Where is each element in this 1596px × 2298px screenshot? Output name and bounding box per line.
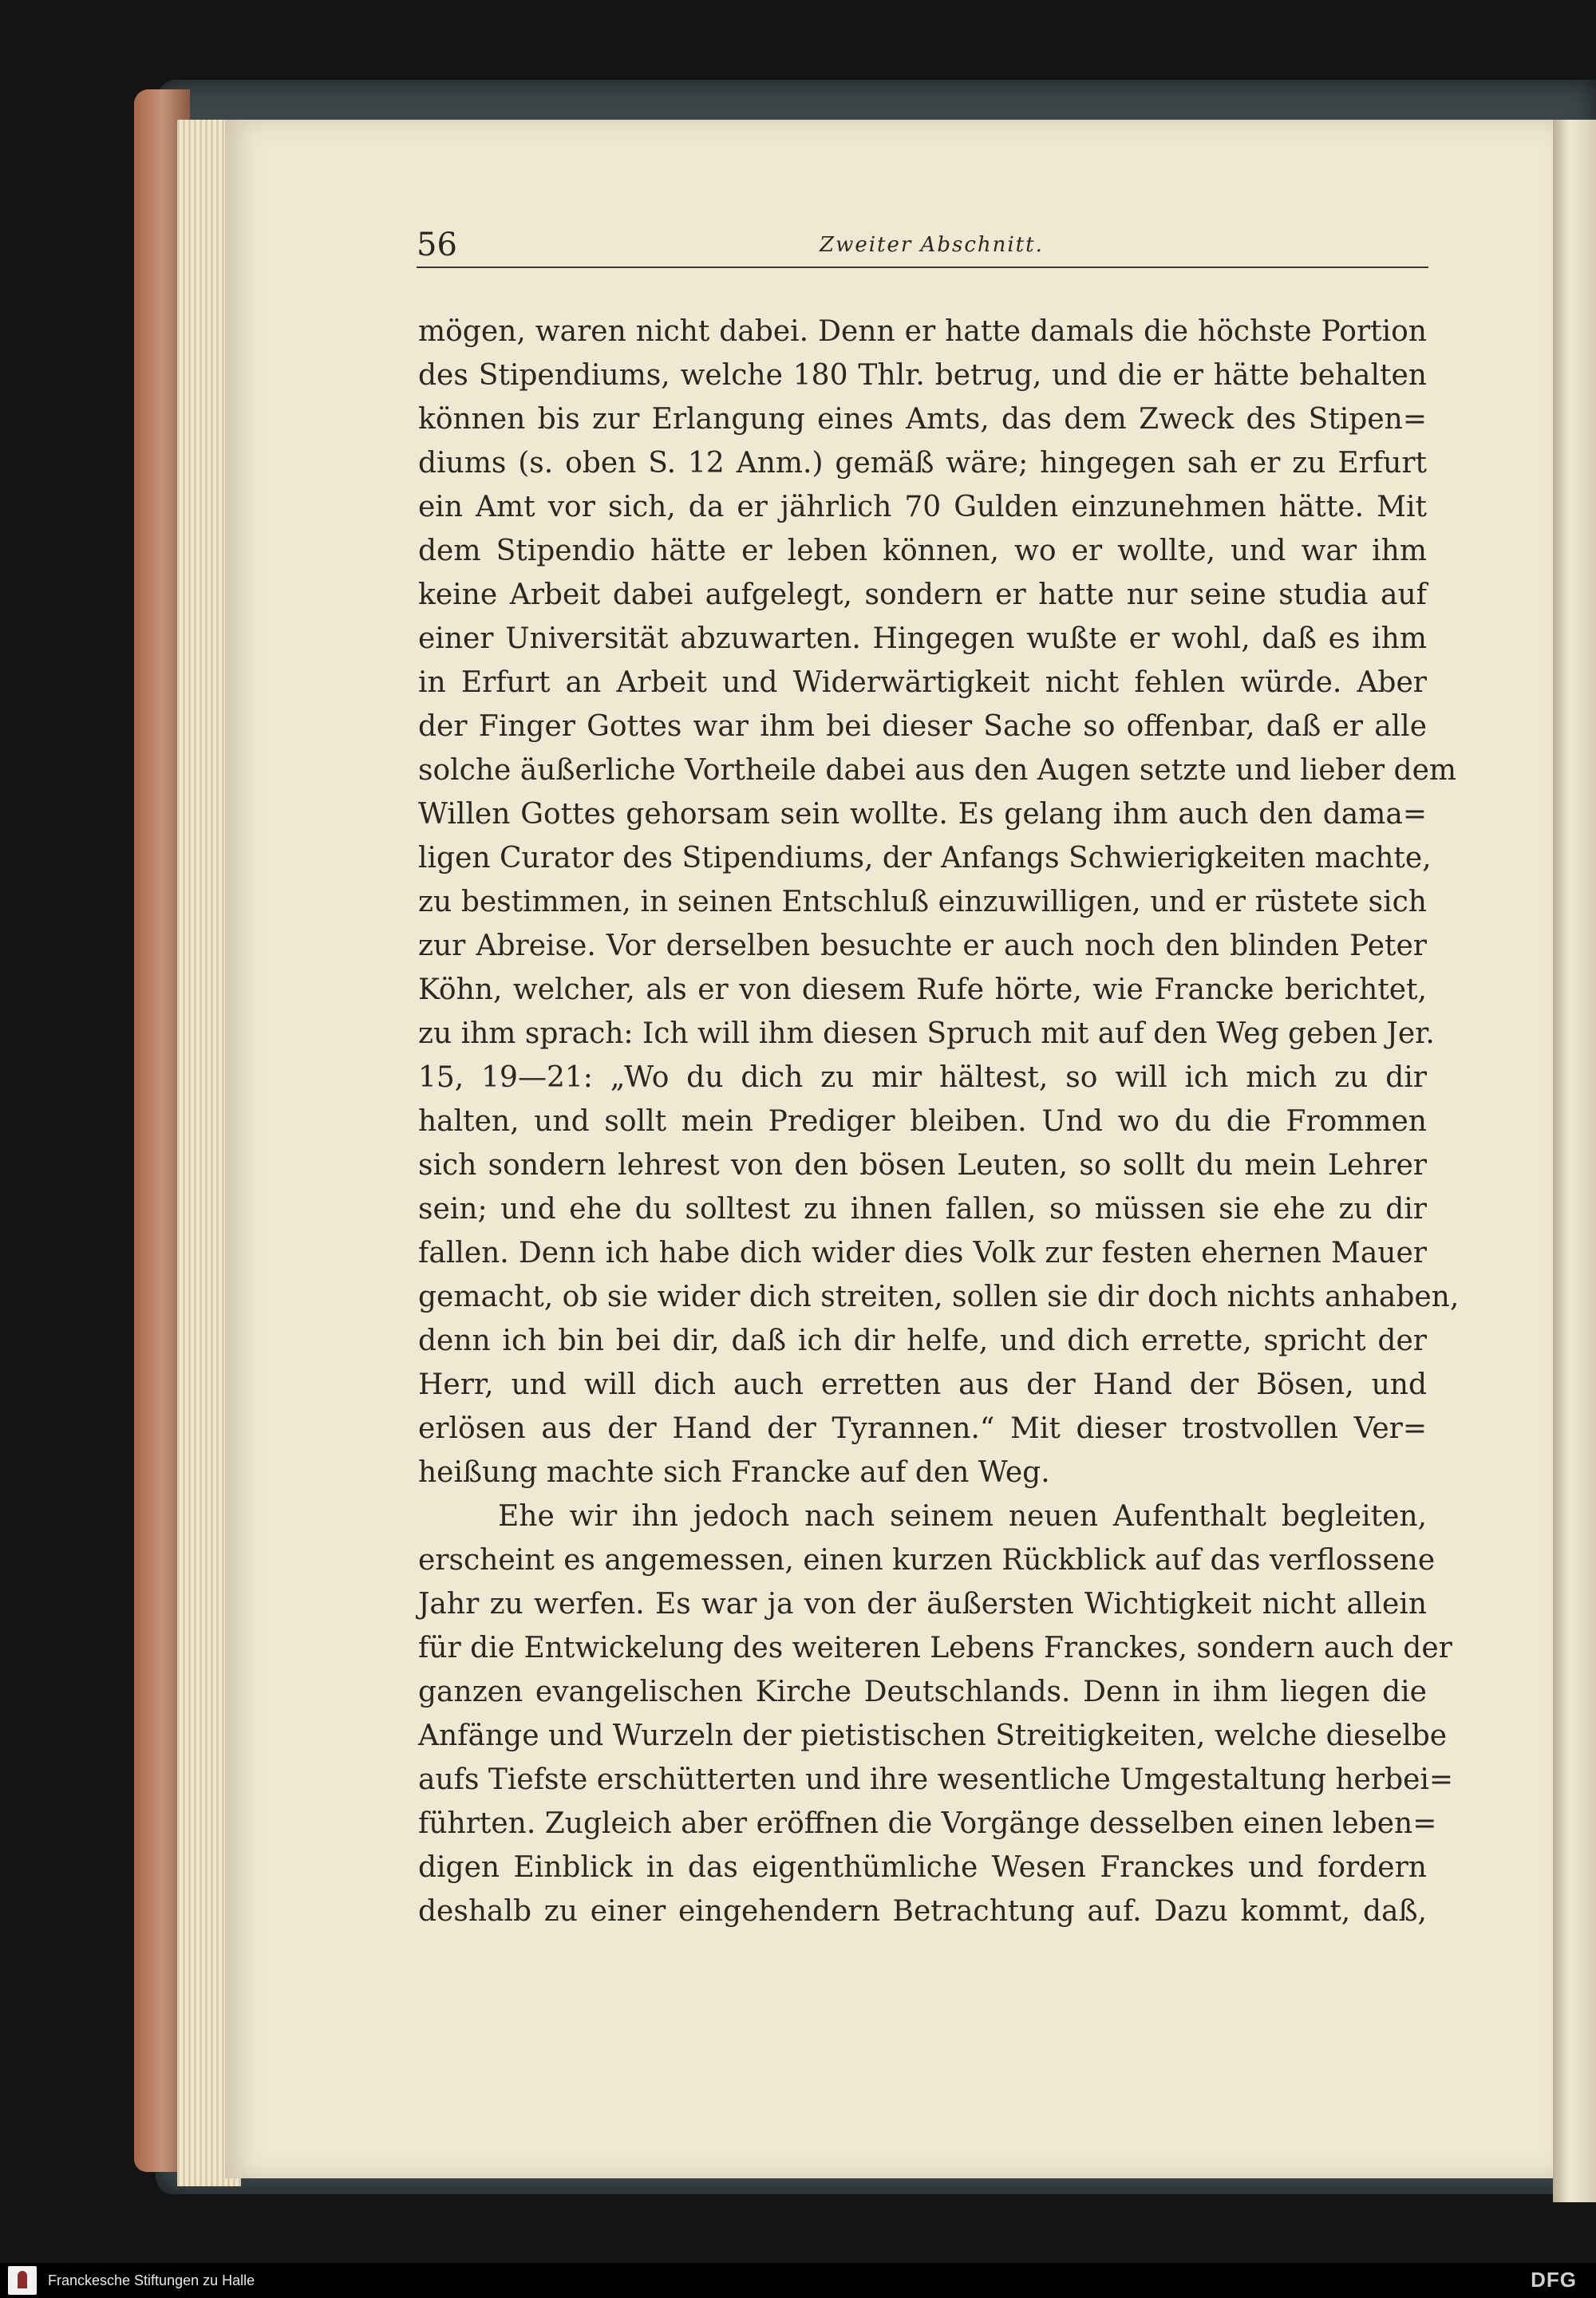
text-line: gemacht, ob sie wider dich streiten, sollen sie dir doch nichts anhaben, (418, 1281, 1460, 1313)
text-line: aufs Tiefste erschütterten und ihre wesentliche Umgestaltung herbei= (418, 1763, 1454, 1796)
page-right-edge (1553, 120, 1596, 2202)
text-line: Herr, und will dich auch erretten aus der Hand der Bösen, und (418, 1368, 1427, 1401)
institution-logo-icon (8, 2266, 37, 2295)
institution-name: Franckesche Stiftungen zu Halle (48, 2272, 255, 2288)
text-line: erscheint es angemessen, einen kurzen Rückblick auf das verflossene (418, 1544, 1436, 1577)
text-line: halten, und sollt mein Prediger bleiben. Und wo du die Frommen (418, 1105, 1427, 1138)
text-line: Jahr zu werfen. Es war ja von der äußersten Wichtigkeit nicht allein (418, 1588, 1427, 1621)
text-line: ligen Curator des Stipendiums, der Anfangs Schwierigkeiten machte, (418, 842, 1432, 875)
text-line: können bis zur Erlangung eines Amts, das dem Zweck des Stipen= (418, 403, 1427, 436)
text-line: ein Amt vor sich, da er jährlich 70 Gulden einzunehmen hätte. Mit (418, 491, 1427, 523)
text-line: Willen Gottes gehorsam sein wollte. Es gelang ihm auch den dama= (418, 798, 1427, 831)
text-line: mögen, waren nicht dabei. Denn er hatte damals die höchste Portion (418, 315, 1427, 348)
text-line: zur Abreise. Vor derselben besuchte er auch noch den blinden Peter (418, 930, 1427, 962)
page-number: 56 (417, 227, 457, 263)
text-line: zu bestimmen, in seinen Entschluß einzuwilligen, und er rüstete sich (418, 886, 1427, 918)
text-line: ganzen evangelischen Kirche Deutschlands. Denn in ihm liegen die (418, 1676, 1427, 1708)
running-head: Zweiter Abschnitt. (820, 233, 1044, 257)
text-line: einer Universität abzuwarten. Hingegen wußte er wohl, daß es ihm (418, 622, 1427, 655)
page-header (417, 227, 1428, 268)
text-line: dem Stipendio hätte er leben können, wo er wollte, und war ihm (418, 535, 1427, 567)
text-line: Köhn, welcher, als er von diesem Rufe hörte, wie Francke berichtet, (418, 973, 1427, 1006)
text-line: für die Entwickelung des weiteren Lebens Franckes, sondern auch der (418, 1632, 1452, 1664)
paragraph-end-line: heißung machte sich Francke auf den Weg. (418, 1456, 1050, 1489)
text-line: 15, 19—21: „Wo du dich zu mir hältest, so will ich mich zu dir (418, 1061, 1427, 1094)
text-line: Anfänge und Wurzeln der pietistischen Streitigkeiten, welche dieselbe (418, 1720, 1448, 1752)
paragraph-start-line: Ehe wir ihn jedoch nach seinem neuen Aufenthalt begleiten, (498, 1500, 1427, 1533)
text-line: digen Einblick in das eigenthümliche Wesen Franckes und fordern (418, 1851, 1427, 1884)
viewer-footer-bar (0, 2263, 1596, 2298)
text-line: diums (s. oben S. 12 Anm.) gemäß wäre; hingegen sah er zu Erfurt (418, 447, 1427, 480)
text-line: solche äußerliche Vortheile dabei aus den Augen setzte und lieber dem (418, 754, 1457, 787)
text-line: des Stipendiums, welche 180 Thlr. betrug, und die er hätte behalten (418, 359, 1427, 392)
text-line: zu ihm sprach: Ich will ihm diesen Spruch mit auf den Weg geben Jer. (418, 1017, 1435, 1050)
text-line: sein; und ehe du solltest zu ihnen fallen, so müssen sie ehe zu dir (418, 1193, 1427, 1226)
text-line: in Erfurt an Arbeit und Widerwärtigkeit nicht fehlen würde. Aber (418, 666, 1427, 699)
body-text (418, 310, 1460, 1933)
text-line: deshalb zu einer eingehendern Betrachtung auf. Dazu kommt, daß, (418, 1895, 1427, 1928)
text-line: fallen. Denn ich habe dich wider dies Volk zur festen ehernen Mauer (418, 1237, 1427, 1269)
text-line: erlösen aus der Hand der Tyrannen.“ Mit dieser trostvollen Ver= (418, 1412, 1427, 1445)
text-line: führten. Zugleich aber eröffnen die Vorgänge desselben einen leben= (418, 1807, 1437, 1840)
text-line: sich sondern lehrest von den bösen Leuten, so sollt du mein Lehrer (418, 1149, 1427, 1182)
text-line: der Finger Gottes war ihm bei dieser Sache so offenbar, daß er alle (418, 710, 1427, 743)
dfg-logo: DFG (1531, 2268, 1577, 2292)
text-line: keine Arbeit dabei aufgelegt, sondern er hatte nur seine studia auf (418, 578, 1427, 611)
text-line: denn ich bin bei dir, daß ich dir helfe, und dich errette, spricht der (418, 1325, 1427, 1357)
